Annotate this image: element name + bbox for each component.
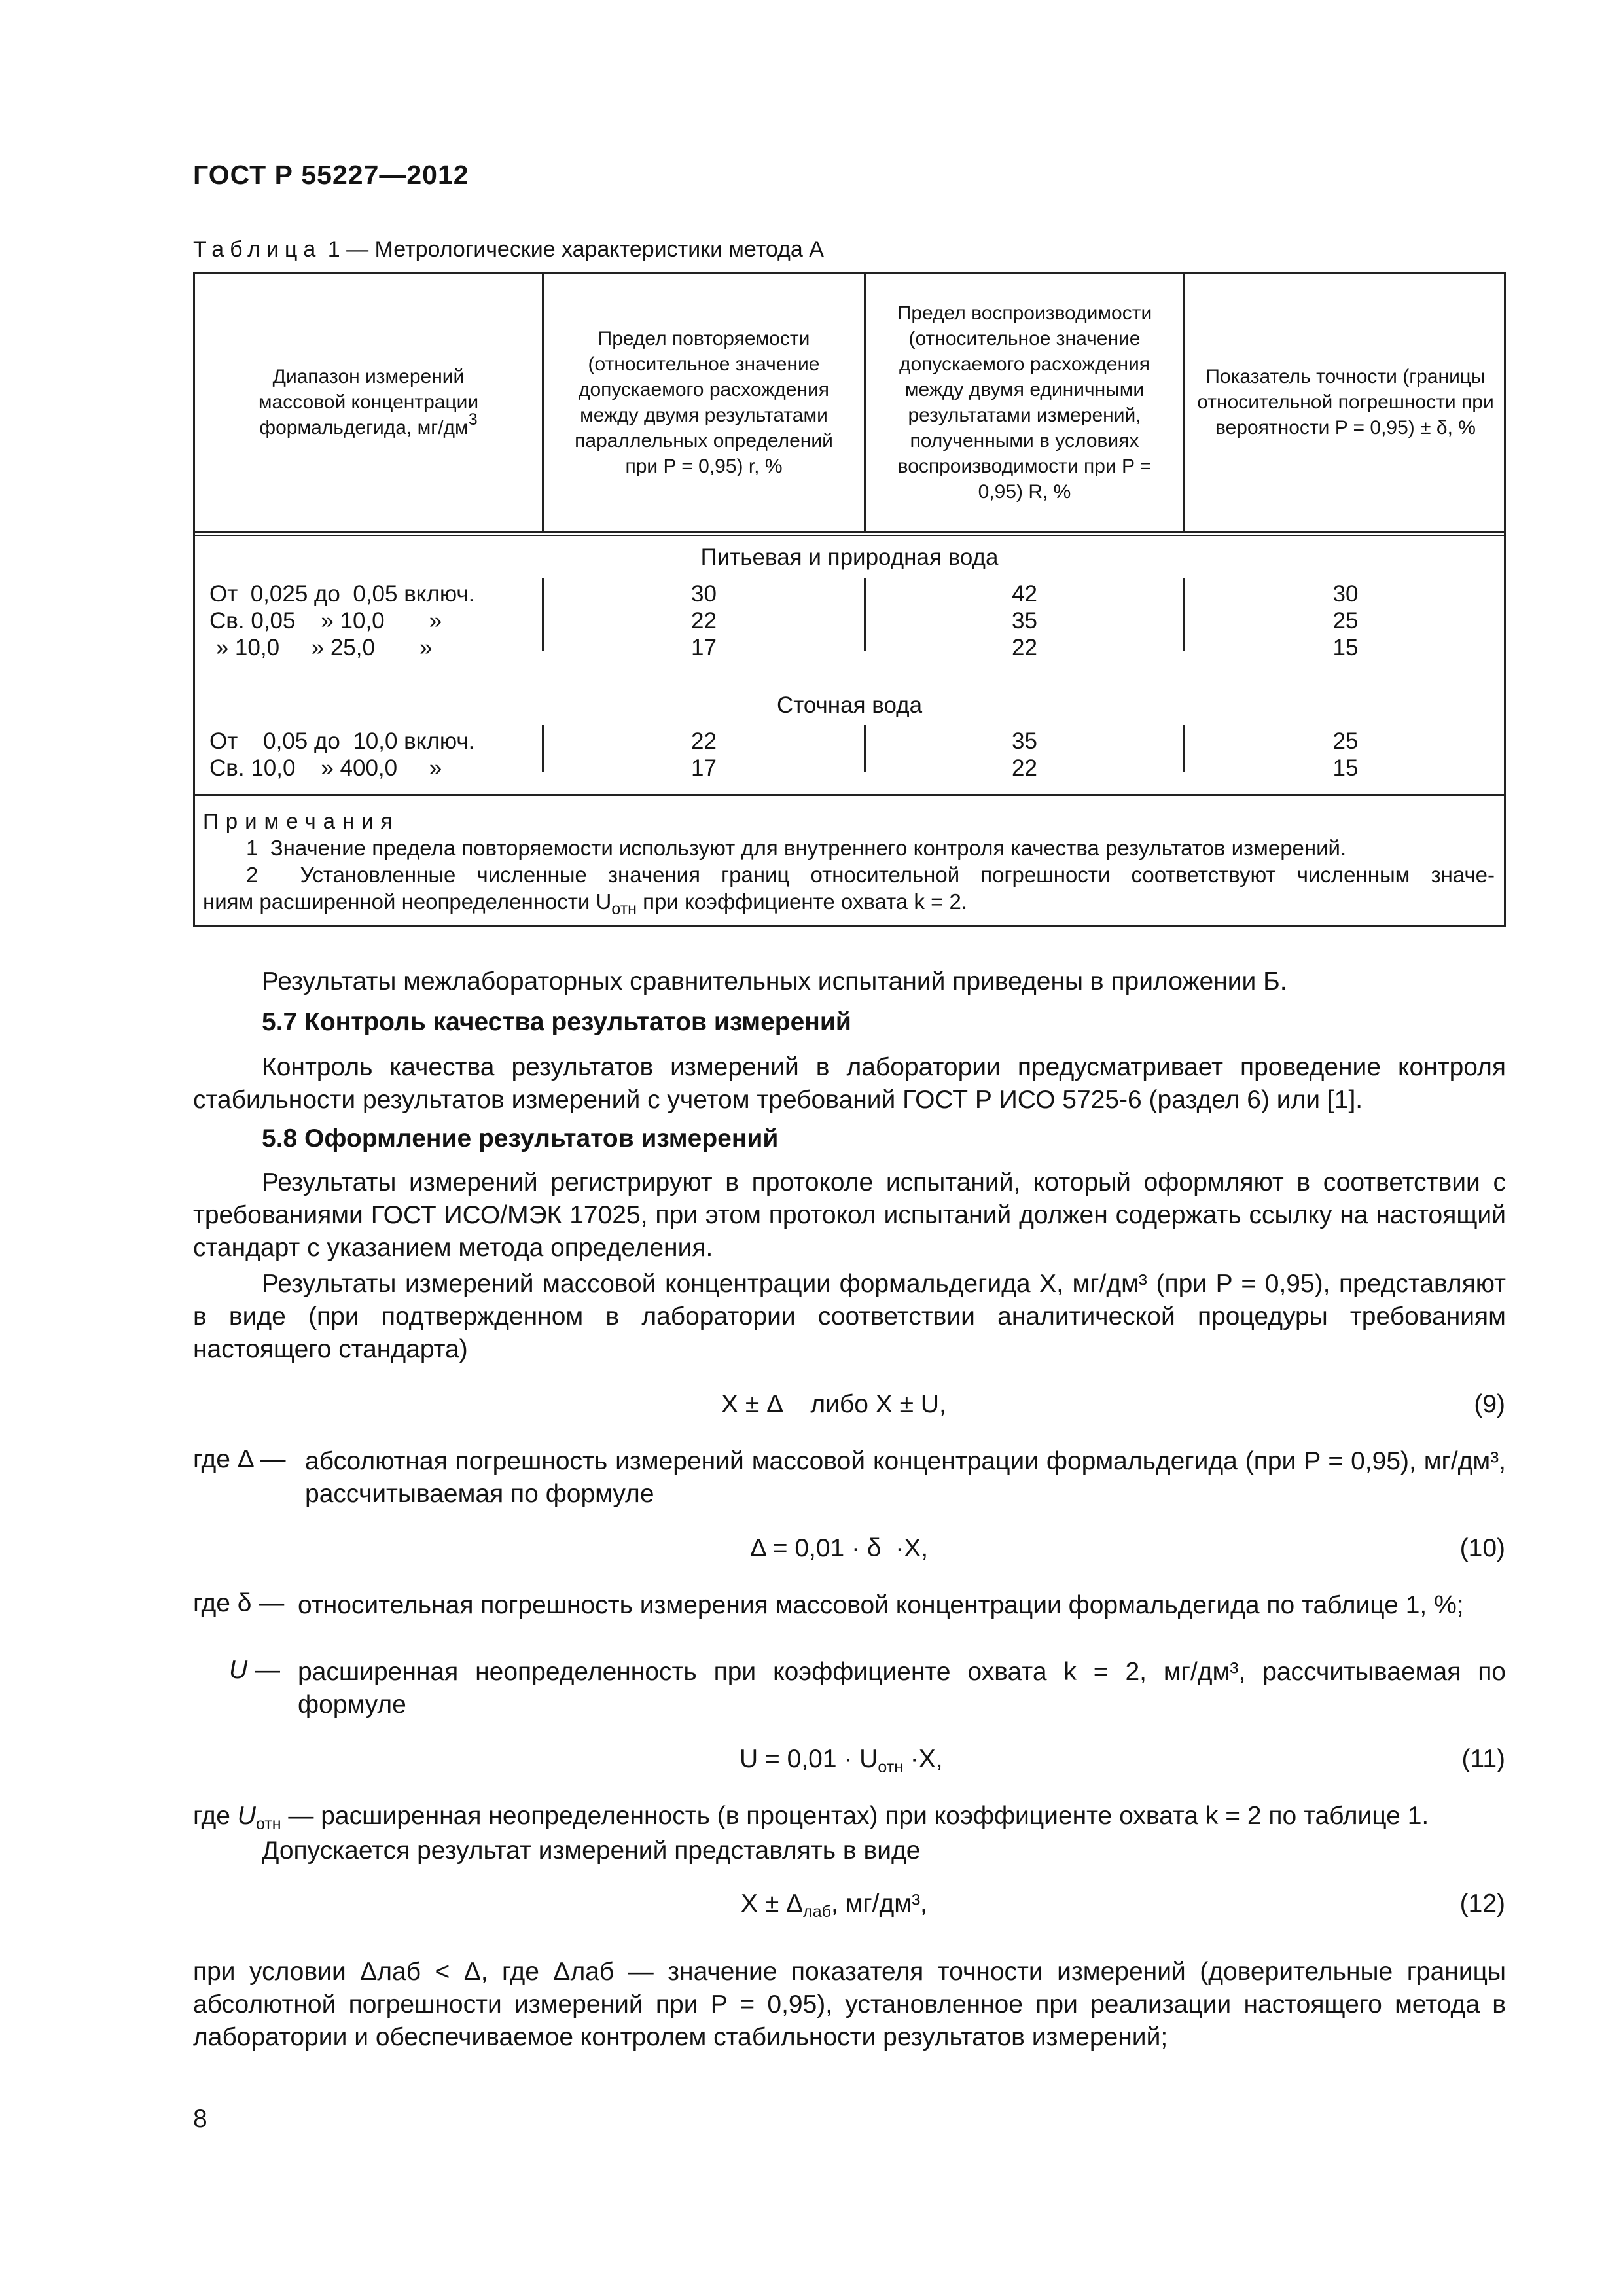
col-header-range [195, 274, 542, 531]
accuracy-cell [1185, 581, 1506, 661]
equation-12 [741, 1890, 927, 1921]
equation-9: X ± Δ либо X ± U, [721, 1390, 946, 1418]
equation-12-text-end: , мг/дм³, [830, 1890, 927, 1918]
table-value: 25 [1332, 608, 1359, 634]
where-U: расширенная неопределенность при коэффициенте охвата k = 2, мг/дм³, рассчитываемая по формуле [298, 1658, 1506, 1719]
where-Uotn: — расширенная неопределенность (в процентах) при коэффициенте охвата k = 2 по таблице 1. [288, 1802, 1429, 1830]
col-header-repeatability [544, 274, 864, 531]
table-value: 22 [691, 608, 717, 634]
range-value: Св. 0,05 » 10,0 » [209, 608, 442, 634]
table-value: 35 [1012, 728, 1037, 754]
col-header-reproducibility-text: Предел воспроизводимости (относительное значение допускаемого расхождения между двумя единичными результатами измерений, полученными в условиях воспроизводимости при P = 0,95) R, % [897, 302, 1152, 503]
table-caption-prefix: Таблица [193, 237, 322, 262]
table-value: 22 [691, 728, 717, 754]
paragraph-5-8-b: Результаты измерений массовой концентрации формальдегида X, мг/дм³ (при P = 0,95), представляют в виде (при подтвержденном в лаборатории соответствии аналитической процедуры требованиям настоящего стандарта) [193, 1270, 1506, 1363]
where-label: где Δ — [193, 1445, 286, 1473]
table-caption-title: 1 — Метрологические характеристики метода А [321, 237, 824, 262]
table-value: 15 [1332, 635, 1359, 660]
range-cell [209, 581, 474, 661]
range-cell [209, 728, 474, 781]
where-delta: абсолютная погрешность измерений массовой концентрации формальдегида (при P = 0,95), мг/дм³, рассчитываемая по формуле [305, 1447, 1506, 1508]
range-value: Св. 10,0 » 400,0 » [209, 755, 442, 781]
header-rule [195, 531, 1504, 533]
where-small-delta: относительная погрешность измерения массовой концентрации формальдегида по таблице 1, %; [298, 1591, 1464, 1619]
equation-10: Δ = 0,01 · δ ·X, [750, 1534, 929, 1562]
where-Uotn-line: где $U_{отн}$ — расширенная неопределенность (в процентах) при коэффициенте охвата k = 2 по таблице 1. [193, 1802, 1429, 1833]
equation-10-number: (10) [1459, 1534, 1505, 1562]
reproducibility-cell [866, 581, 1183, 661]
paragraph-5-7: Контроль качества результатов измерений в лаборатории предусматривает проведение контроля стабильности результатов измерений с учетом требований ГОСТ Р ИСО 5725-6 (раздел 6) или [1]. [193, 1053, 1506, 1114]
table-value: 42 [1012, 581, 1037, 607]
equation-11 [740, 1745, 943, 1774]
equation-11-number: (11) [1461, 1745, 1505, 1773]
equation-9-number: (9) [1474, 1390, 1505, 1418]
paragraph-5-8-a: Результаты измерений регистрируют в протоколе испытаний, который оформляют в соответствии с требованиями ГОСТ ИСО/МЭК 17025, при этом протокол испытаний должен содержать ссылку на настоящий стандарт с указанием метода определения. [193, 1168, 1506, 1262]
col-header-range-text: Диапазон измерений массовой концентрации формальдегида, мг/дм [258, 366, 479, 439]
table-notes [203, 808, 1495, 918]
col-header-reproducibility [866, 274, 1183, 531]
header-rule-double [195, 535, 1504, 536]
notes-rule [195, 794, 1504, 796]
heading-5-8: 5.8 Оформление результатов измерений [262, 1124, 779, 1153]
range-value: » 10,0 » 25,0 » [209, 635, 433, 660]
metrology-table [193, 272, 1506, 927]
note-1: 1 Значение предела повторяемости используют для внутреннего контроля качества результатов измерений. [246, 836, 1347, 860]
equation-12-text: X ± Δ [741, 1890, 804, 1918]
notes-title: Примечания [203, 809, 400, 833]
equation-12-sub: лаб [803, 1903, 831, 1921]
table-value: 25 [1332, 728, 1359, 754]
accuracy-cell [1185, 728, 1506, 781]
note-2-line-1: 2 Установленные численные значения границ относительной погрешности соответствуют численным значе- [246, 863, 1495, 887]
col-header-range-sup: 3 [468, 410, 478, 429]
note-2-text: ниям расширенной неопределенности U [203, 889, 612, 914]
range-value: От 0,05 до 10,0 включ. [209, 728, 475, 754]
col-header-accuracy [1185, 274, 1506, 531]
table-value: 22 [1012, 635, 1037, 660]
where-label: U — [229, 1656, 281, 1684]
paragraph-interlab: Результаты межлабораторных сравнительных испытаний приведены в приложении Б. [262, 967, 1287, 996]
range-value: От 0,025 до 0,05 включ. [209, 581, 475, 607]
document-header: ГОСТ Р 55227—2012 [193, 160, 469, 190]
equation-11-text: U = 0,01 · U [740, 1745, 878, 1773]
paragraph-allowed: Допускается результат измерений представлять в виде [262, 1837, 921, 1865]
page-number: 8 [193, 2105, 207, 2133]
col-header-repeatability-text: Предел повторяемости (относительное значение допускаемого расхождения между двумя результатами параллельных определений при P = 0,95) r, % [575, 327, 833, 477]
equation-11-sub: отн [878, 1758, 903, 1776]
table-value: 15 [1332, 755, 1359, 781]
note-2-line-2 [203, 888, 1495, 918]
equation-12-number: (12) [1459, 1890, 1505, 1918]
paragraph-condition: при условии Δлаб < Δ, где Δлаб — значение показателя точности измерений (доверительные границы абсолютной погрешности измерений при P = 0,95), установленное при реализации настоящего метода в лаборатории и обеспечиваемое контролем стабильности результатов измерений; [193, 1958, 1506, 2051]
col-header-accuracy-text: Показатель точности (границы относительной погрешности при вероятности P = 0,95) ± δ, % [1197, 366, 1494, 439]
table-value: 17 [691, 635, 717, 660]
note-2-text-end: при коэффициенте охвата k = 2. [636, 889, 968, 914]
where-label: где δ — [193, 1589, 285, 1617]
table-value: 30 [691, 581, 717, 607]
table-caption [193, 237, 824, 262]
section-title-waste-water: Сточная вода [776, 692, 923, 718]
heading-5-7: 5.7 Контроль качества результатов измерений [262, 1008, 851, 1036]
table-value: 17 [691, 755, 717, 781]
table-value: 30 [1332, 581, 1359, 607]
table-value: 35 [1012, 608, 1037, 634]
repeatability-cell [544, 581, 864, 661]
section-title-drinking-water: Питьевая и природная вода [700, 545, 999, 570]
note-2-sub: отн [611, 900, 637, 918]
reproducibility-cell [866, 728, 1183, 781]
repeatability-cell [544, 728, 864, 781]
table-value: 22 [1012, 755, 1037, 781]
equation-11-text-end: ·X, [902, 1745, 943, 1773]
